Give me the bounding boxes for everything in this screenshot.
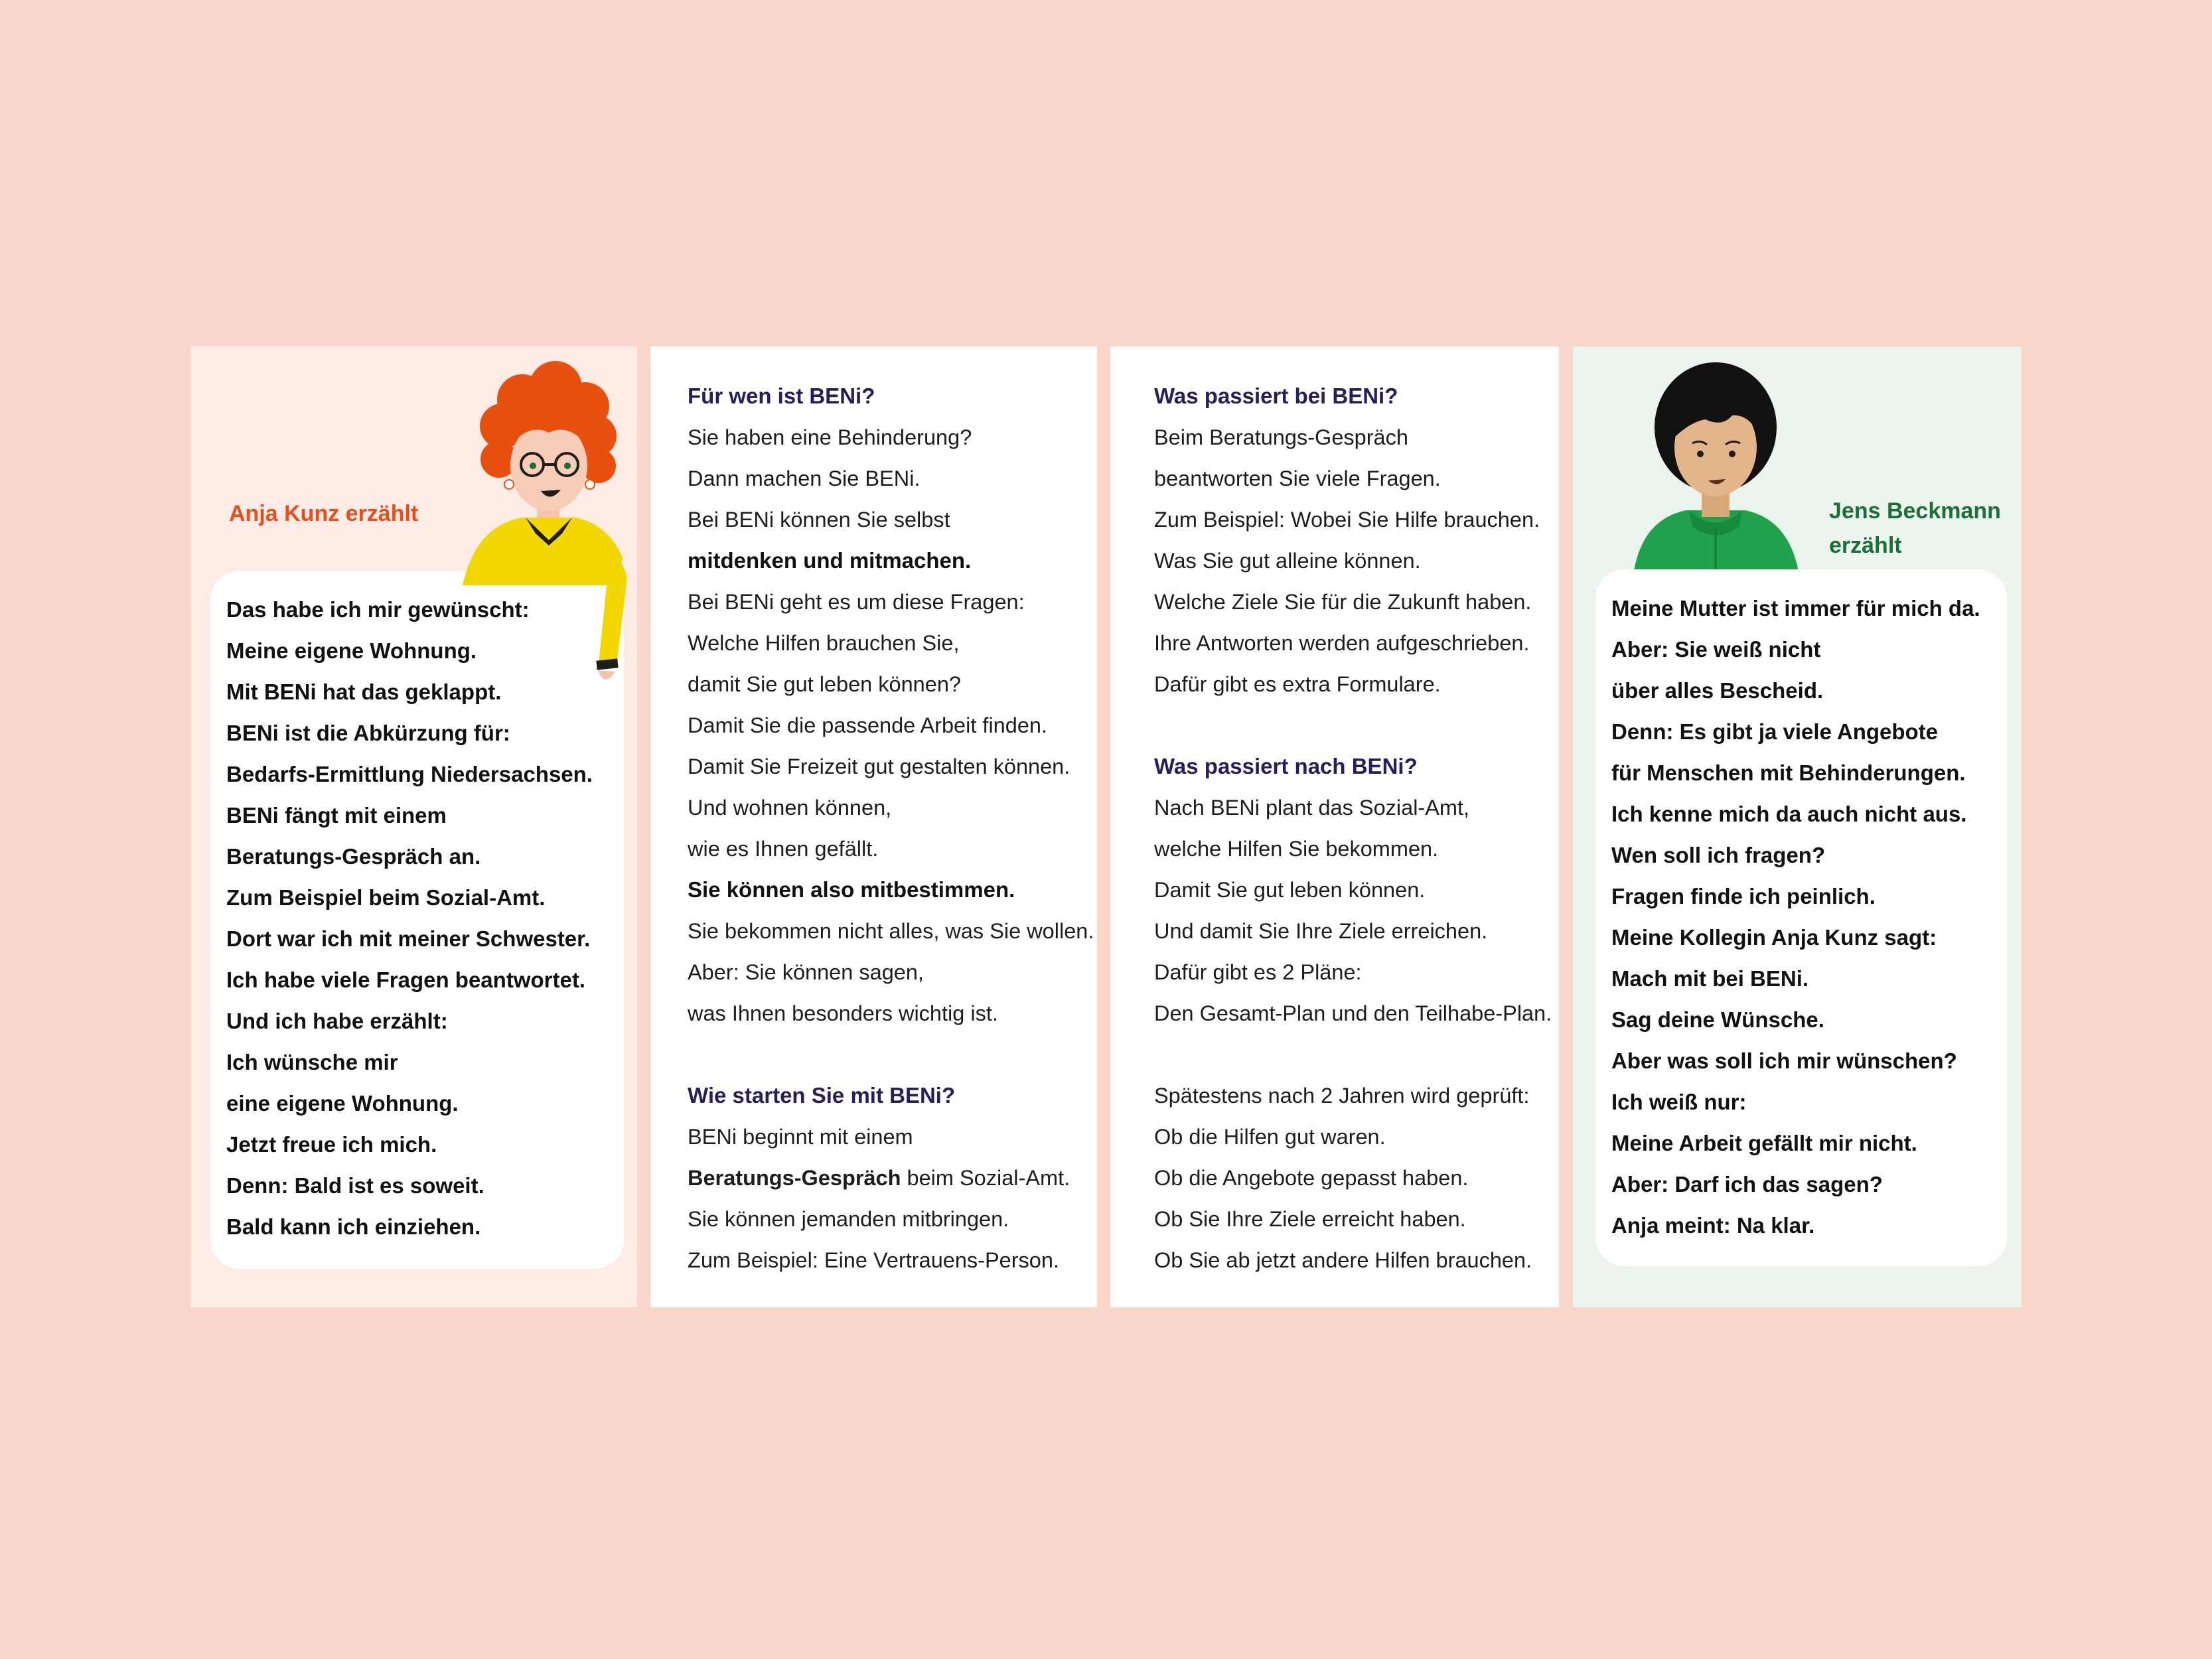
anja-line: Meine eigene Wohnung. bbox=[226, 638, 477, 663]
text-line: Und wohnen können, bbox=[688, 796, 892, 820]
section-spacer bbox=[1154, 705, 1552, 746]
text-line: Ob die Hilfen gut waren. bbox=[1154, 1125, 1386, 1149]
jens-line: über alles Bescheid. bbox=[1611, 678, 1824, 703]
anja-line: BENi ist die Abkürzung für: bbox=[226, 721, 510, 745]
text-line: Spätestens nach 2 Jahren wird geprüft: bbox=[1154, 1084, 1530, 1108]
text-line: Und damit Sie Ihre Ziele erreichen. bbox=[1154, 919, 1488, 943]
anja-line: Zum Beispiel beim Sozial-Amt. bbox=[226, 885, 546, 910]
text-line: Bei BENi geht es um diese Fragen: bbox=[688, 590, 1025, 614]
anja-line: Mit BENi hat das geklappt. bbox=[226, 680, 502, 704]
jens-line: Meine Arbeit gefällt mir nicht. bbox=[1611, 1131, 1917, 1155]
jens-line: Aber: Sie weiß nicht bbox=[1611, 637, 1821, 662]
anja-line: Bedarfs-Ermittlung Niedersachsen. bbox=[226, 762, 593, 786]
jens-line: Sag deine Wünsche. bbox=[1611, 1007, 1824, 1032]
section-heading-wie-starten: Wie starten Sie mit BENi? bbox=[688, 1083, 956, 1108]
text-line: Damit Sie gut leben können. bbox=[1154, 878, 1426, 902]
text-line: Aber: Sie können sagen, bbox=[688, 960, 924, 984]
anja-line: Und ich habe erzählt: bbox=[226, 1009, 448, 1033]
text-line: was Ihnen besonders wichtig ist. bbox=[688, 1001, 998, 1025]
text-line: Ihre Antworten werden aufgeschrieben. bbox=[1154, 631, 1530, 655]
anja-line: Denn: Bald ist es soweit. bbox=[226, 1173, 484, 1198]
text-line: Damit Sie Freizeit gut gestalten können. bbox=[688, 755, 1070, 778]
anja-avatar-illustration bbox=[449, 360, 642, 691]
text-line: Was Sie gut alleine können. bbox=[1154, 549, 1421, 573]
jens-avatar-illustration bbox=[1626, 361, 1805, 580]
text-line: Ob Sie ab jetzt andere Hilfen brauchen. bbox=[1154, 1248, 1532, 1272]
text-line: BENi beginnt mit einem bbox=[688, 1125, 913, 1149]
text-line: Den Gesamt-Plan und den Teilhabe-Plan. bbox=[1154, 1001, 1552, 1025]
section-heading-was-passiert-nach: Was passiert nach BENi? bbox=[1154, 754, 1418, 778]
text-line: damit Sie gut leben können? bbox=[688, 672, 961, 696]
jens-line: Ich weiß nur: bbox=[1611, 1090, 1747, 1114]
info-column-2-text bbox=[1154, 376, 1552, 1281]
text-line: Welche Ziele Sie für die Zukunft haben. bbox=[1154, 590, 1532, 614]
jens-line: Mach mit bei BENi. bbox=[1611, 966, 1809, 991]
info-column-2 bbox=[1110, 346, 1559, 1307]
jens-line: Aber: Darf ich das sagen? bbox=[1611, 1172, 1883, 1196]
text-line-emphasis: Sie können also mitbestimmen. bbox=[688, 877, 1015, 902]
text-line-mixed bbox=[688, 1157, 1094, 1198]
text-line: Damit Sie die passende Arbeit finden. bbox=[688, 713, 1047, 737]
jens-narrator-label: Jens Beckmann erzählt bbox=[1829, 498, 2001, 558]
jens-line: Anja meint: Na klar. bbox=[1611, 1213, 1815, 1238]
jens-line: Ich kenne mich da auch nicht aus. bbox=[1611, 802, 1967, 826]
text-line: Bei BENi können Sie selbst bbox=[688, 508, 950, 532]
text-line: Zum Beispiel: Eine Vertrauens-Person. bbox=[688, 1248, 1059, 1272]
jens-line: Meine Mutter ist immer für mich da. bbox=[1611, 596, 1980, 620]
text-line: Sie haben eine Behinderung? bbox=[688, 425, 972, 449]
anja-line: Das habe ich mir gewünscht: bbox=[226, 597, 530, 622]
text-line: Ob Sie Ihre Ziele erreicht haben. bbox=[1154, 1207, 1466, 1231]
text-line: welche Hilfen Sie bekommen. bbox=[1154, 837, 1439, 861]
anja-line: Beratungs-Gespräch an. bbox=[226, 844, 481, 869]
text-emphasis: Beratungs-Gespräch bbox=[688, 1166, 901, 1190]
anja-line: Ich wünsche mir bbox=[226, 1050, 398, 1074]
anja-line: eine eigene Wohnung. bbox=[226, 1091, 459, 1116]
info-column-1 bbox=[650, 346, 1097, 1307]
anja-line: Ich habe viele Fragen beantwortet. bbox=[226, 968, 585, 992]
text-line: Dafür gibt es 2 Pläne: bbox=[1154, 960, 1362, 984]
jens-line: Meine Kollegin Anja Kunz sagt: bbox=[1611, 925, 1937, 950]
section-heading-was-passiert-bei: Was passiert bei BENi? bbox=[1154, 384, 1398, 408]
text-rest: beim Sozial-Amt. bbox=[901, 1166, 1070, 1190]
section-spacer bbox=[1154, 1034, 1552, 1075]
jens-line: für Menschen mit Behinderungen. bbox=[1611, 760, 1966, 785]
section-heading-fuer-wen: Für wen ist BENi? bbox=[688, 384, 875, 408]
text-line: Nach BENi plant das Sozial-Amt, bbox=[1154, 796, 1470, 820]
jens-line: Fragen finde ich peinlich. bbox=[1611, 884, 1876, 908]
anja-line: Dort war ich mit meiner Schwester. bbox=[226, 926, 591, 951]
jens-story-panel bbox=[1573, 346, 2022, 1307]
anja-line: BENi fängt mit einem bbox=[226, 803, 447, 828]
text-line-emphasis: mitdenken und mitmachen. bbox=[688, 548, 972, 573]
section-spacer bbox=[688, 1034, 1094, 1075]
text-line: beantworten Sie viele Fragen. bbox=[1154, 467, 1441, 490]
anja-narrator-label: Anja Kunz erzählt bbox=[229, 501, 419, 526]
text-line: Dann machen Sie BENi. bbox=[688, 467, 921, 490]
jens-speech-bubble bbox=[1595, 569, 2007, 1266]
anja-line: Bald kann ich einziehen. bbox=[226, 1214, 481, 1239]
text-line: Sie können jemanden mitbringen. bbox=[688, 1207, 1009, 1231]
text-line: Dafür gibt es extra Formulare. bbox=[1154, 672, 1441, 696]
text-line: Zum Beispiel: Wobei Sie Hilfe brauchen. bbox=[1154, 508, 1540, 532]
anja-line: Jetzt freue ich mich. bbox=[226, 1132, 437, 1157]
text-line: Ob die Angebote gepasst haben. bbox=[1154, 1166, 1469, 1190]
text-line: wie es Ihnen gefällt. bbox=[688, 837, 879, 861]
text-line: Sie bekommen nicht alles, was Sie wollen. bbox=[688, 919, 1094, 943]
anja-story-panel bbox=[190, 346, 637, 1307]
jens-line: Denn: Es gibt ja viele Angebote bbox=[1611, 719, 1939, 744]
jens-line: Wen soll ich fragen? bbox=[1611, 843, 1826, 867]
info-column-1-text bbox=[688, 376, 1094, 1281]
jens-line: Aber was soll ich mir wünschen? bbox=[1611, 1048, 1957, 1073]
text-line: Beim Beratungs-Gespräch bbox=[1154, 425, 1408, 449]
text-line: Welche Hilfen brauchen Sie, bbox=[688, 631, 960, 655]
